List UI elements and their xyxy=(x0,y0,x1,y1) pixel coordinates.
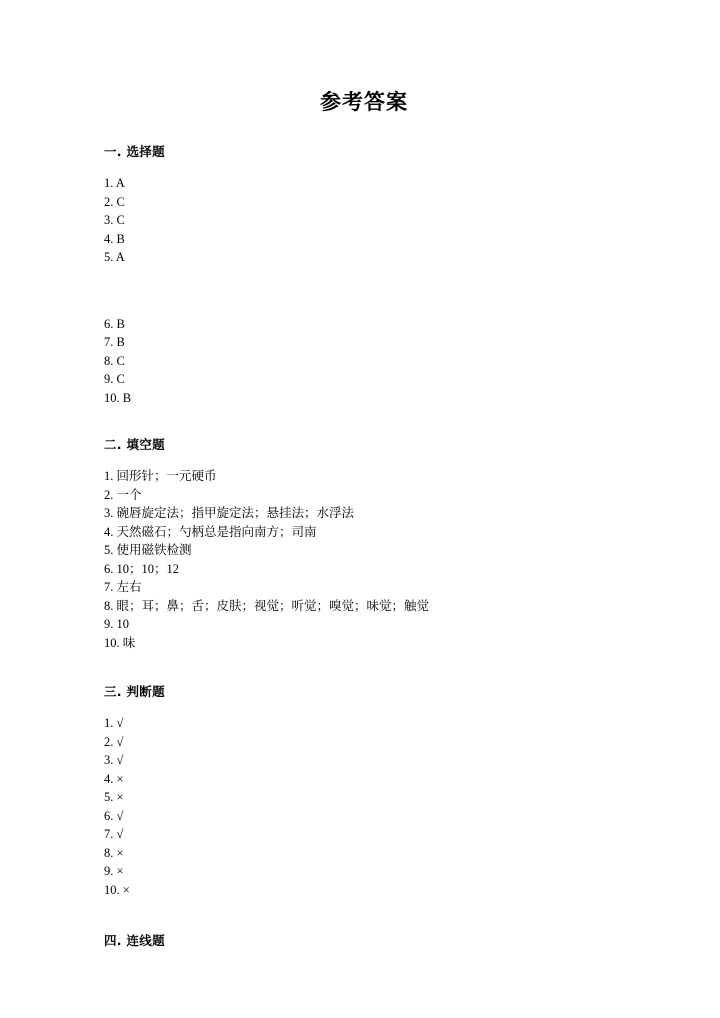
list-item: 2. C xyxy=(104,194,125,209)
list-item: 3. C xyxy=(104,213,125,227)
list-item: 5. 使用磁铁检测 xyxy=(104,543,192,557)
list-item: 2. √ xyxy=(104,734,124,749)
list-item: 5. × xyxy=(104,790,124,804)
list-item: 7. B xyxy=(104,335,125,349)
list-item: 1. 回形针；一元硬币 xyxy=(104,469,217,483)
list-item: 9. 10 xyxy=(104,617,129,631)
answer-list-fill-in-blank xyxy=(104,467,624,652)
section-heading-fill-in-blank: 二. 填空题 xyxy=(104,437,165,452)
section-matching xyxy=(104,931,624,949)
section-choice xyxy=(104,142,624,407)
list-item: 6. √ xyxy=(104,808,124,823)
section-spacer xyxy=(104,921,624,931)
section-fill-in-blank xyxy=(104,435,624,652)
list-item: 8. C xyxy=(104,353,125,368)
section-true-false xyxy=(104,682,624,899)
list-item: 1. A xyxy=(104,176,125,190)
list-item: 10. B xyxy=(104,390,132,405)
list-item: 9. × xyxy=(104,864,124,878)
list-item: 5. A xyxy=(104,250,125,264)
list-item: 7. 左右 xyxy=(104,580,142,594)
list-item: 7. √ xyxy=(104,827,124,841)
list-item: 3. √ xyxy=(104,753,124,767)
section-heading-true-false: 三. 判断题 xyxy=(104,684,165,699)
list-item: 4. 天然磁石；勺柄总是指向南方；司南 xyxy=(104,524,317,539)
page-title: 参考答案 xyxy=(320,90,408,114)
section-spacer xyxy=(104,672,624,682)
list-item: 9. C xyxy=(104,372,125,386)
list-item: 8. × xyxy=(104,845,124,860)
list-item: 3. 碗唇旋定法；指甲旋定法；悬挂法；水浮法 xyxy=(104,506,355,520)
answer-list-choice-group2 xyxy=(104,315,624,408)
section-heading-matching: 四. 连线题 xyxy=(104,933,165,948)
answer-list-true-false xyxy=(104,714,624,899)
list-item: 2. 一个 xyxy=(104,487,142,502)
list-item: 10. 味 xyxy=(104,635,136,650)
list-item: 6. B xyxy=(104,316,125,331)
answer-group-spacer xyxy=(104,267,624,315)
list-item: 10. × xyxy=(104,882,130,897)
section-spacer xyxy=(104,425,624,435)
section-heading-choice: 一. 选择题 xyxy=(104,144,165,159)
list-item: 4. B xyxy=(104,231,125,246)
list-item: 1. √ xyxy=(104,716,124,730)
answer-list-choice-group1 xyxy=(104,174,624,267)
list-item: 6. 10；10；12 xyxy=(104,561,180,576)
list-item: 4. × xyxy=(104,771,124,786)
list-item: 8. 眼；耳；鼻；舌；皮肤；视觉；听觉；嗅觉；味觉；触觉 xyxy=(104,598,430,613)
